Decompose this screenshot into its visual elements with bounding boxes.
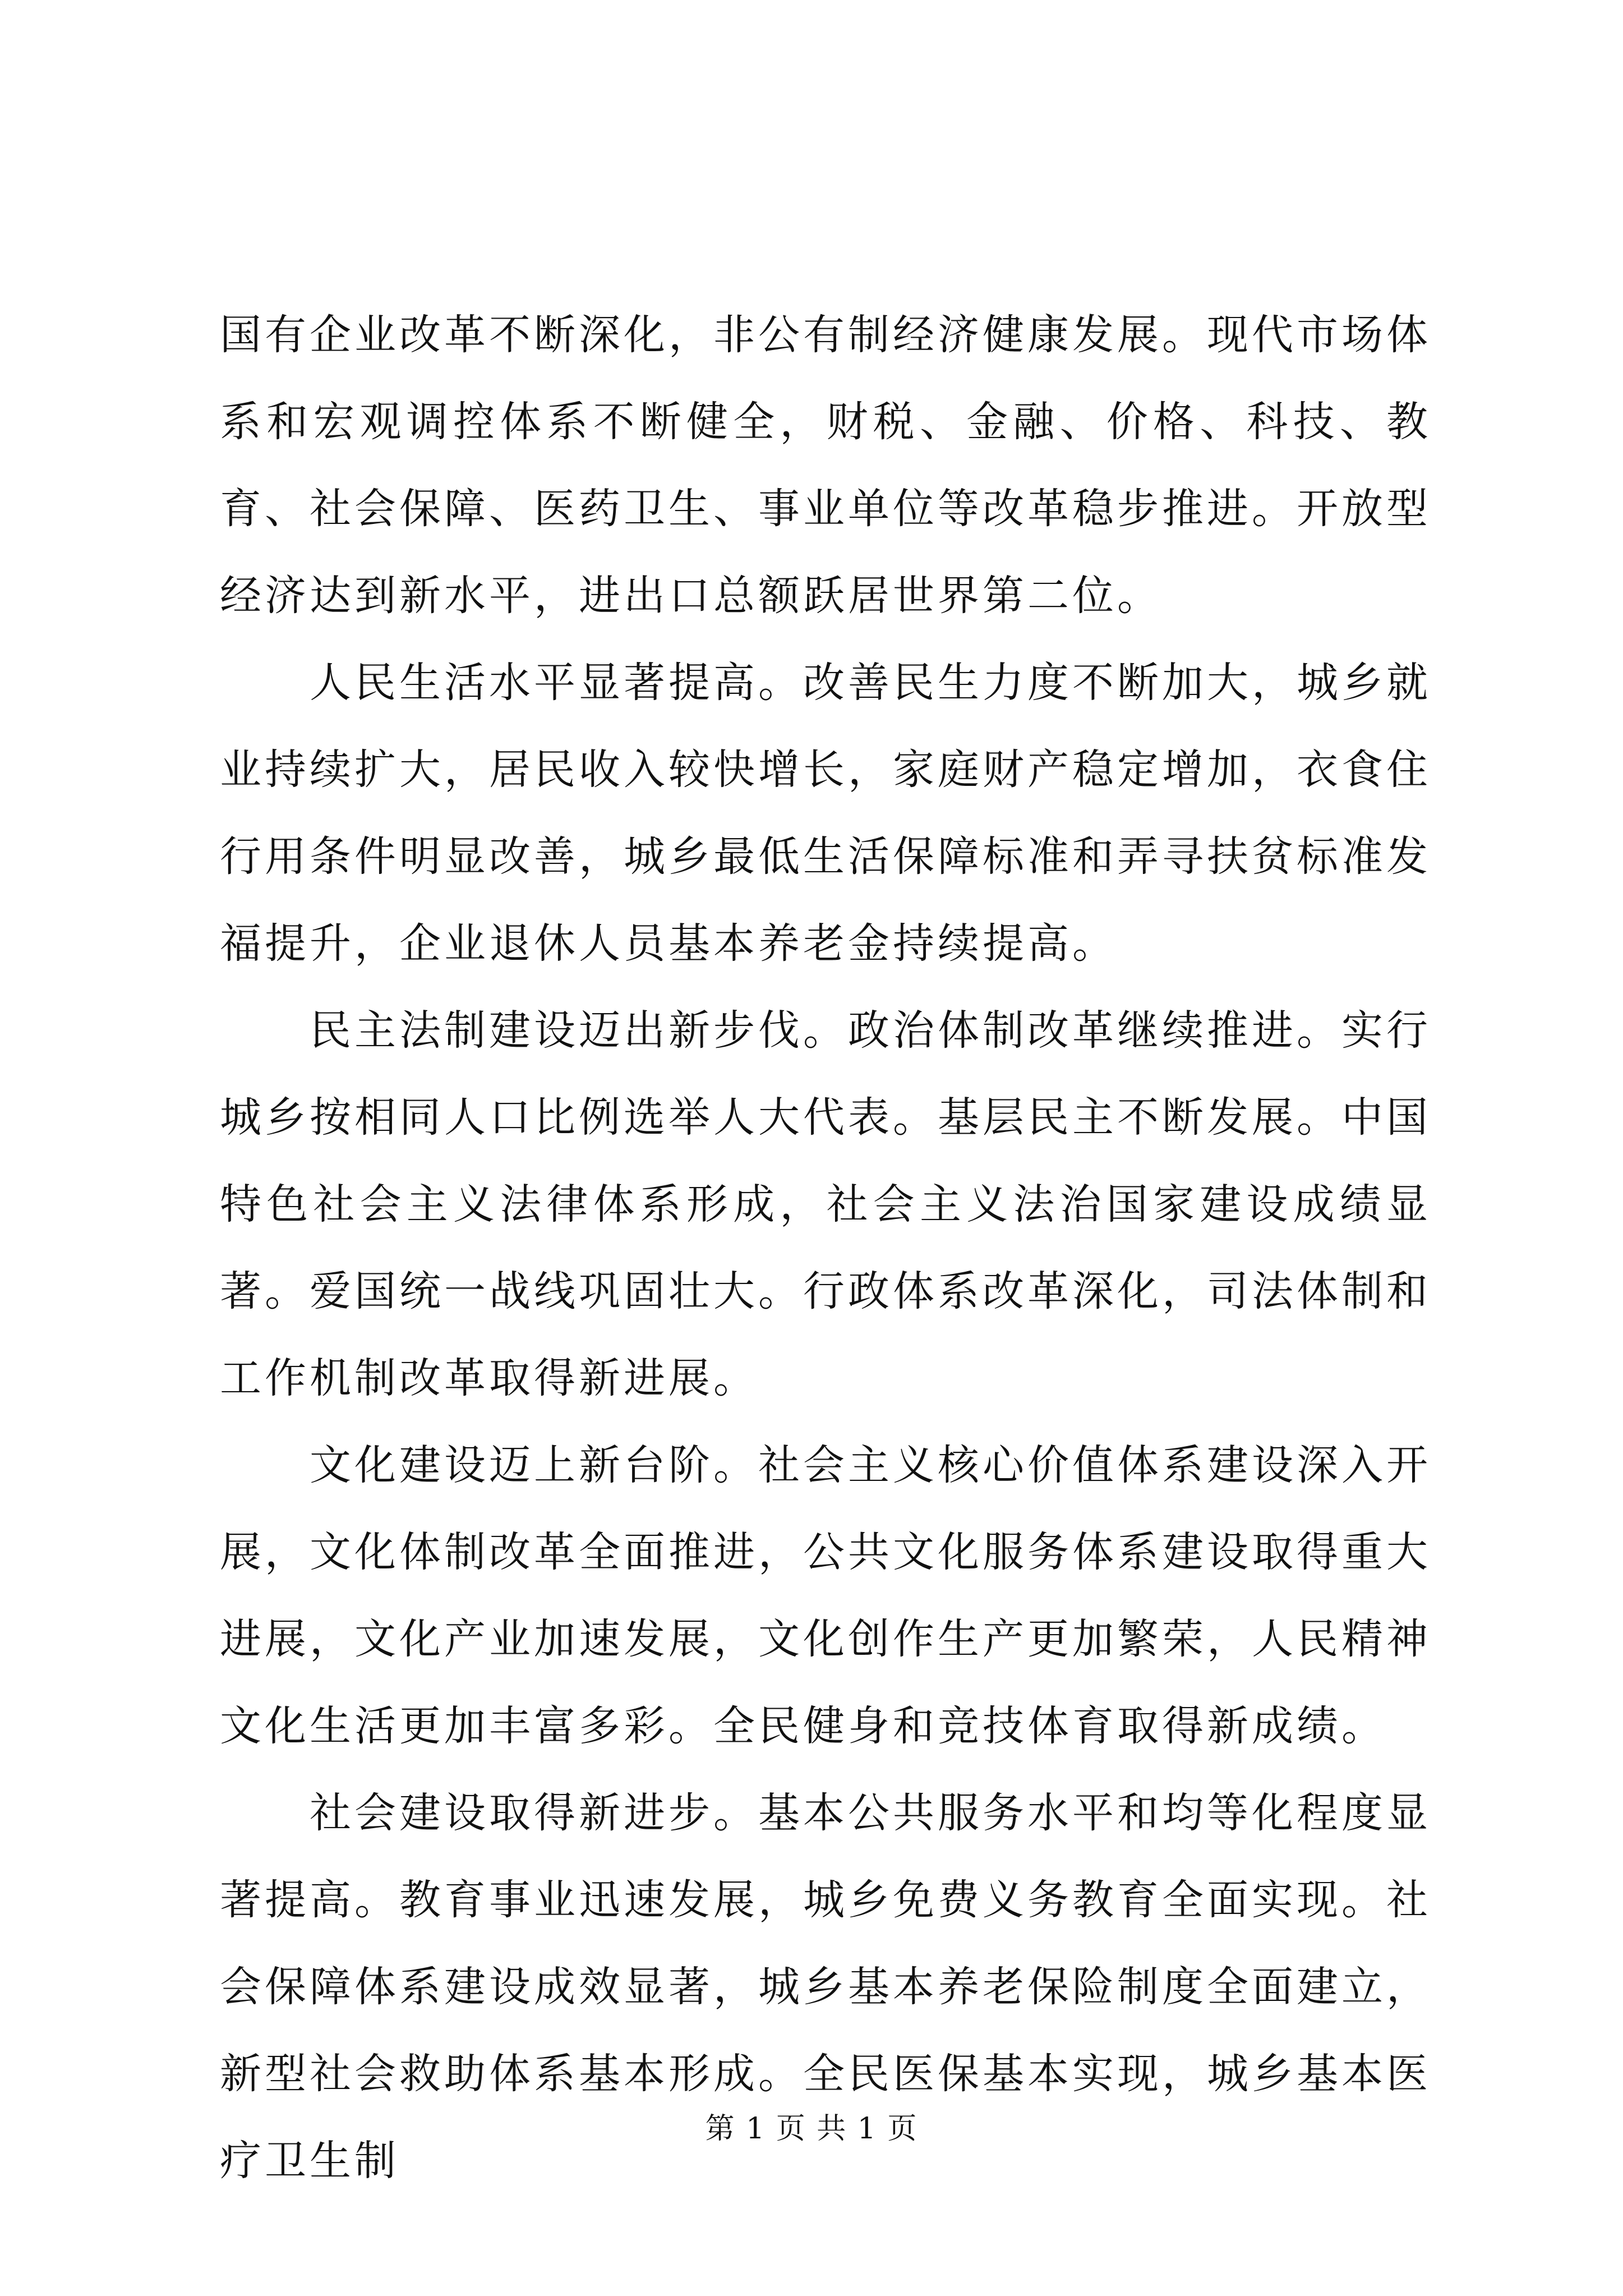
paragraph-2: 人民生活水平显著提高。改善民生力度不断加大，城乡就业持续扩大，居民收入较快增长，家庭财产稳定增加，衣食住行用条件明显改善，城乡最低生活保障标准和弄寻扶贫标准发福提升，企业退休人员基本养老金持续提高。 bbox=[220, 659, 1431, 968]
paragraph-5: 社会建设取得新进步。基本公共服务水平和均等化程度显著提高。教育事业迅速发展，城乡免费义务教育全面实现。社会保障体系建设成效显著，城乡基本养老保险制度全面建立，新型社会救助体系基本形成。全民医保基本实现，城乡基本医疗卫生制 bbox=[220, 1789, 1431, 2185]
paragraph-3: 民主法制建设迈出新步伐。政治体制改革继续推进。实行城乡按相同人口比例选举人大代表。基层民主不断发展。中国特色社会主义法律体系形成，社会主义法治国家建设成绩显著。爱国统一战线巩固壮大。行政体系改革深化，司法体制和工作机制改革取得新进展。 bbox=[220, 1006, 1431, 1402]
paragraph-1: 国有企业改革不断深化，非公有制经济健康发展。现代市场体系和宏观调控体系不断健全，财税、金融、价格、科技、教育、社会保障、医药卫生、事业单位等改革稳步推进。开放型经济达到新水平，进出口总额跃居世界第二位。 bbox=[220, 311, 1431, 620]
document-body bbox=[220, 292, 1431, 2205]
page-footer: 第 1 页 共 1 页 bbox=[705, 2112, 918, 2146]
paragraph-4: 文化建设迈上新台阶。社会主义核心价值体系建设深入开展，文化体制改革全面推进，公共文化服务体系建设取得重大进展，文化产业加速发展，文化创作生产更加繁荣，人民精神文化生活更加丰富多彩。全民健身和竞技体育取得新成绩。 bbox=[220, 1441, 1431, 1750]
